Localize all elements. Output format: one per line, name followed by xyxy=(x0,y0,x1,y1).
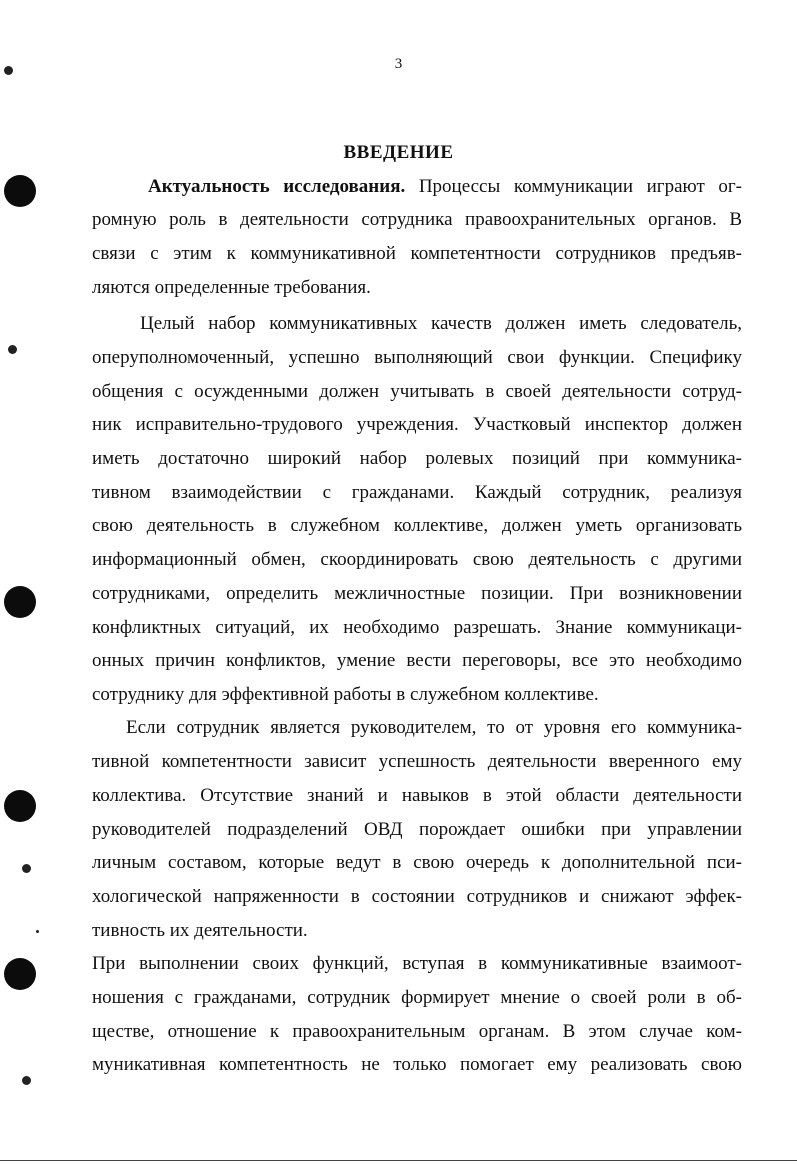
text-line: общения с осужденными должен учитывать в своей деятельности сотруд- xyxy=(92,381,742,402)
text-line: Если сотрудник является руководителем, то от уровня его коммуника- xyxy=(126,717,742,738)
text-line: муникативная компетентность не только помогает ему реализовать свою xyxy=(92,1054,742,1075)
page-bottom-edge xyxy=(0,1160,797,1161)
text-line: руководителей подразделений ОВД порождает ошибки при управлении xyxy=(92,819,742,840)
text-line: свою деятельность в служебном коллективе, должен уметь организовать xyxy=(92,515,742,536)
text-line: связи с этим к коммуникативной компетентности сотрудников предъяв- xyxy=(92,243,742,264)
text-line: При выполнении своих функций, вступая в коммуникативные взаимоот- xyxy=(92,953,742,974)
text-line: ношения с гражданами, сотрудник формирует мнение о своей роли в об- xyxy=(92,987,742,1008)
text-line xyxy=(148,175,742,199)
text-line: ромную роль в деятельности сотрудника правоохранительных органов. В xyxy=(92,209,742,230)
text-line: хологической напряженности в состоянии сотрудников и снижают эффек- xyxy=(92,886,742,907)
scan-speck xyxy=(36,930,39,933)
text-line: ществе, отношение к правоохранительным органам. В этом случае ком- xyxy=(92,1021,742,1042)
punch-hole-mark xyxy=(4,790,36,822)
text-line: оперуполномоченный, успешно выполняющий свои функции. Специфику xyxy=(92,347,742,368)
text-line: личным составом, которые ведут в свою очередь к дополнительной пси- xyxy=(92,852,742,873)
section-heading: ВВЕДЕНИЕ xyxy=(343,142,454,163)
paragraph-lead: Актуальность исследования. xyxy=(148,176,406,197)
punch-hole-mark xyxy=(4,586,36,618)
scan-speck xyxy=(4,66,13,75)
text-line: онных причин конфликтов, умение вести переговоры, все это необходимо xyxy=(92,650,742,671)
text-line: сотрудниками, определить межличностные позиции. При возникновении xyxy=(92,583,742,604)
punch-hole-mark xyxy=(4,958,36,990)
text-line: Целый набор коммуникативных качеств должен иметь следователь, xyxy=(140,313,742,334)
scan-speck xyxy=(22,864,31,873)
text-span: Процессы коммуникации играют ог- xyxy=(405,176,742,197)
scan-speck xyxy=(8,345,17,354)
text-line: коллектива. Отсутствие знаний и навыков в этой области деятельности xyxy=(92,785,742,806)
text-line: иметь достаточно широкий набор ролевых позиций при коммуника- xyxy=(92,448,742,469)
text-line: сотруднику для эффективной работы в служебном коллективе. xyxy=(92,684,599,705)
text-line: ляются определенные требования. xyxy=(92,277,371,298)
page-number: 3 xyxy=(394,56,403,72)
scan-speck xyxy=(22,1076,31,1085)
text-line: ник исправительно-трудового учреждения. Участковый инспектор должен xyxy=(92,414,742,435)
text-line: информационный обмен, скоординировать свою деятельность с другими xyxy=(92,549,742,570)
punch-hole-mark xyxy=(4,175,36,207)
text-line: тивном взаимодействии с гражданами. Каждый сотрудник, реализуя xyxy=(92,482,742,503)
text-line: тивной компетентности зависит успешность деятельности вверенного ему xyxy=(92,751,742,772)
text-line: конфликтных ситуаций, их необходимо разрешать. Знание коммуникаци- xyxy=(92,617,742,638)
text-line: тивность их деятельности. xyxy=(92,920,308,941)
